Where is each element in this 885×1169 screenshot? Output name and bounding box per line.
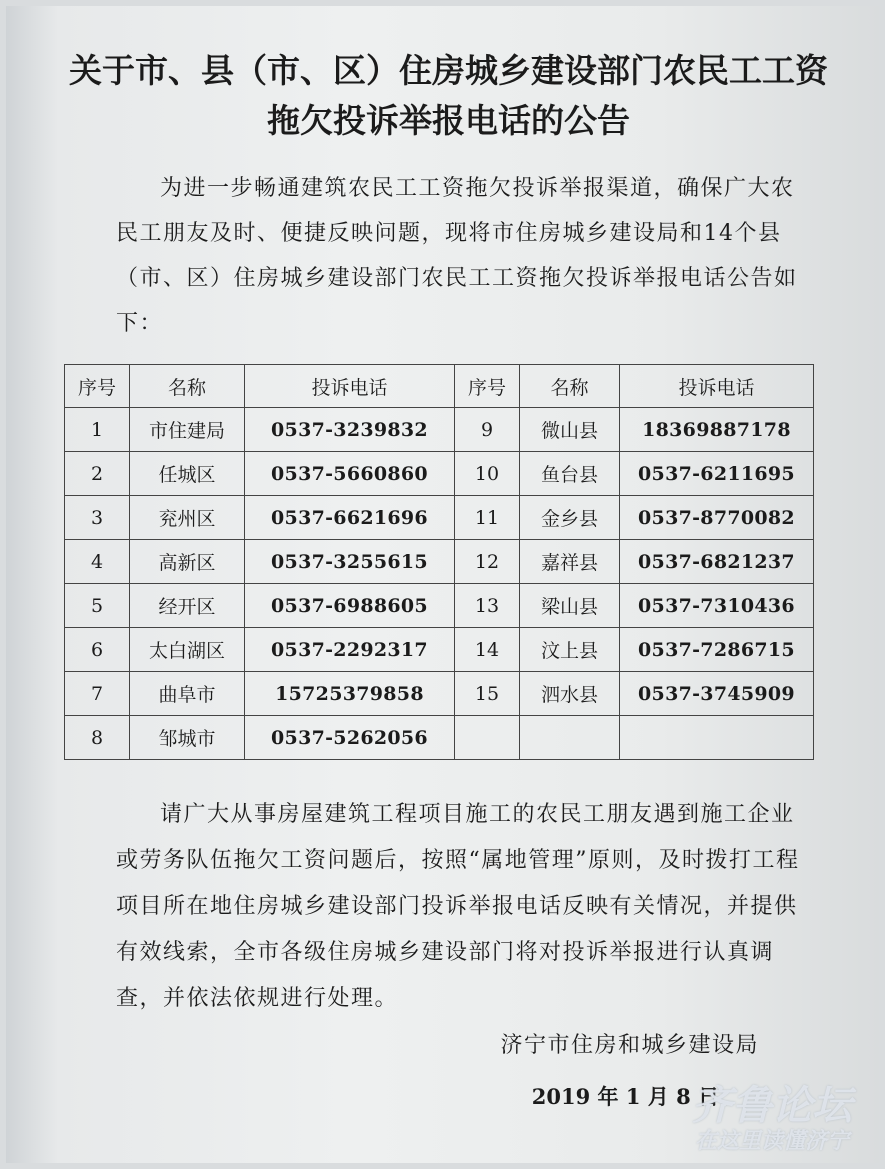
table-row bbox=[65, 672, 814, 716]
row-phone: 0537-6621696 bbox=[245, 496, 455, 540]
row-name: 兖州区 bbox=[130, 496, 245, 540]
row-phone: 0537-6821237 bbox=[620, 540, 814, 584]
row-phone: 0537-7310436 bbox=[620, 584, 814, 628]
header-phone: 投诉电话 bbox=[245, 365, 455, 408]
table-row bbox=[65, 628, 814, 672]
row-name: 金乡县 bbox=[520, 496, 620, 540]
row-index: 7 bbox=[65, 672, 130, 716]
row-phone: 0537-7286715 bbox=[620, 628, 814, 672]
row-phone: 0537-5660860 bbox=[245, 452, 455, 496]
row-name: 泗水县 bbox=[520, 672, 620, 716]
table-row bbox=[65, 408, 814, 452]
header-index: 序号 bbox=[455, 365, 520, 408]
row-index: 8 bbox=[65, 716, 130, 760]
table-body bbox=[65, 408, 814, 760]
row-name: 太白湖区 bbox=[130, 628, 245, 672]
table-row bbox=[65, 496, 814, 540]
row-index: 11 bbox=[455, 496, 520, 540]
row-index: 13 bbox=[455, 584, 520, 628]
row-index: 6 bbox=[65, 628, 130, 672]
header-phone: 投诉电话 bbox=[620, 365, 814, 408]
row-index: 10 bbox=[455, 452, 520, 496]
intro-paragraph: 为进一步畅通建筑农民工工资拖欠投诉举报渠道，确保广大农民工朋友及时、便捷反映问题，现将市住房城乡建设局和14个县（市、区）住房城乡建设部门农民工工资拖欠投诉举报电话公告如下： bbox=[116, 176, 798, 336]
row-phone: 0537-2292317 bbox=[245, 628, 455, 672]
row-index: 4 bbox=[65, 540, 130, 584]
row-index: 14 bbox=[455, 628, 520, 672]
row-phone: 15725379858 bbox=[245, 672, 455, 716]
header-index: 序号 bbox=[65, 365, 130, 408]
signature-date: 2019 年 1 月 8 日 bbox=[531, 1084, 719, 1109]
row-phone bbox=[620, 716, 814, 760]
row-phone: 0537-5262056 bbox=[245, 716, 455, 760]
watermark-line-1: 齐鲁论坛 bbox=[692, 1083, 852, 1129]
signature-organization: 济宁市住房和城乡建设局 bbox=[500, 1033, 759, 1058]
row-index: 9 bbox=[455, 408, 520, 452]
row-phone: 0537-3745909 bbox=[620, 672, 814, 716]
forum-watermark-logo bbox=[667, 1083, 877, 1163]
watermark-line-2: 在这里读懂济宁 bbox=[694, 1129, 849, 1154]
row-phone: 0537-6211695 bbox=[620, 452, 814, 496]
table-row bbox=[65, 584, 814, 628]
row-name: 经开区 bbox=[130, 584, 245, 628]
row-name bbox=[520, 716, 620, 760]
table-row bbox=[65, 716, 814, 760]
table-row bbox=[65, 452, 814, 496]
row-index: 5 bbox=[65, 584, 130, 628]
row-name: 市住建局 bbox=[130, 408, 245, 452]
row-phone: 0537-3255615 bbox=[245, 540, 455, 584]
header-name: 名称 bbox=[130, 365, 245, 408]
row-phone: 18369887178 bbox=[620, 408, 814, 452]
row-index: 15 bbox=[455, 672, 520, 716]
row-index bbox=[455, 716, 520, 760]
row-index: 3 bbox=[65, 496, 130, 540]
row-name: 高新区 bbox=[130, 540, 245, 584]
row-phone: 0537-8770082 bbox=[620, 496, 814, 540]
row-name: 鱼台县 bbox=[520, 452, 620, 496]
row-name: 曲阜市 bbox=[130, 672, 245, 716]
row-index: 1 bbox=[65, 408, 130, 452]
closing-paragraph: 请广大从事房屋建筑工程项目施工的农民工朋友遇到施工企业或劳务队伍拖欠工资问题后，按照“属地管理”原则，及时拨打工程项目所在地住房城乡建设部门投诉举报电话反映有关情况，并提供有效线索，全市各级住房城乡建设部门将对投诉举报进行认真调查，并依法依规进行处理。 bbox=[116, 802, 800, 1011]
hotline-table bbox=[64, 364, 814, 760]
row-name: 任城区 bbox=[130, 452, 245, 496]
row-index: 12 bbox=[455, 540, 520, 584]
row-name: 邹城市 bbox=[130, 716, 245, 760]
notice-title: 关于市、县（市、区）住房城乡建设部门农民工工资拖欠投诉举报电话的公告 bbox=[69, 51, 828, 140]
row-phone: 0537-6988605 bbox=[245, 584, 455, 628]
row-phone: 0537-3239832 bbox=[245, 408, 455, 452]
row-name: 汶上县 bbox=[520, 628, 620, 672]
table-header-row bbox=[65, 365, 814, 408]
row-name: 梁山县 bbox=[520, 584, 620, 628]
notice-paper bbox=[6, 6, 879, 1163]
row-name: 微山县 bbox=[520, 408, 620, 452]
row-index: 2 bbox=[65, 452, 130, 496]
table-row bbox=[65, 540, 814, 584]
header-name: 名称 bbox=[520, 365, 620, 408]
row-name: 嘉祥县 bbox=[520, 540, 620, 584]
